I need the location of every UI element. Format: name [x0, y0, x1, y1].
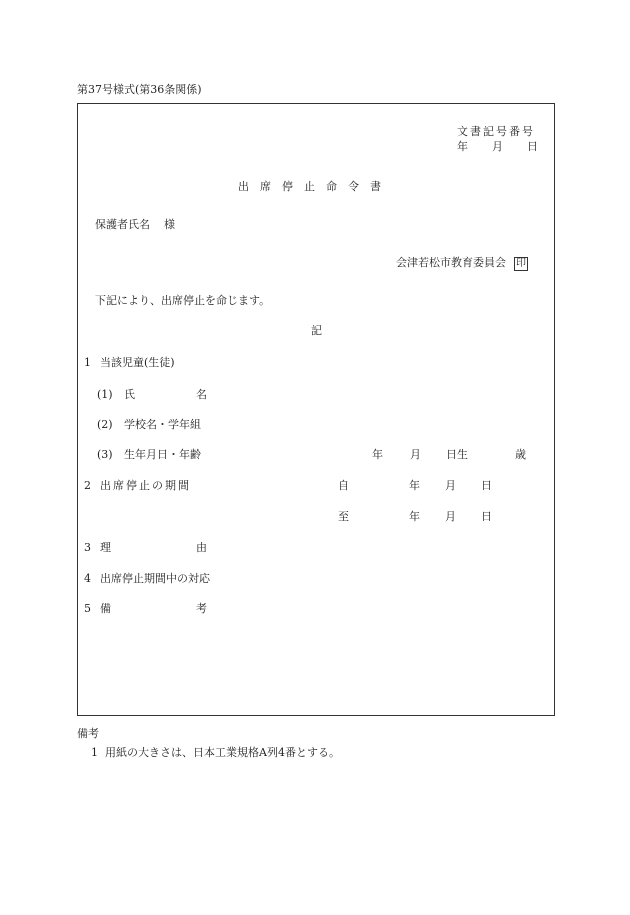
document-title: 出席停止命令書: [238, 180, 392, 193]
form-label: 第37号様式(第36条関係): [77, 83, 202, 96]
ki-heading: 記: [311, 324, 322, 337]
item-2-label: 出席停止の期間: [100, 479, 191, 492]
seal-mark: 印: [516, 258, 526, 269]
item-2-number: 2: [84, 479, 91, 492]
item-1-number: 1: [84, 356, 91, 369]
note-1-text: 用紙の大きさは、日本工業規格A列4番とする。: [105, 746, 340, 759]
item-3-number: 3: [84, 541, 91, 554]
note-1-number: 1: [91, 746, 98, 759]
issuer-name: 会津若松市教育委員会: [396, 256, 506, 269]
date-day: 日: [527, 140, 538, 153]
item-3-label-a: 理: [100, 541, 111, 554]
period-from-year: 年: [409, 479, 420, 492]
sub-3-number: (3): [97, 448, 113, 461]
birth-day: 日生: [446, 448, 468, 461]
guardian-line: [95, 219, 175, 230]
birth-year: 年: [372, 448, 383, 461]
date-month: 月: [492, 140, 503, 153]
sub-1-label-a: 氏: [124, 388, 135, 401]
period-from-month: 月: [445, 479, 456, 492]
guardian-suffix: 様: [164, 218, 175, 231]
item-4-label: 出席停止期間中の対応: [100, 572, 210, 585]
sub-2-label: 学校名・学年組: [124, 418, 201, 431]
date-header: [457, 141, 538, 152]
period-from: 自: [338, 479, 349, 492]
period-to-day: 日: [481, 510, 492, 523]
sub-2-number: (2): [97, 418, 113, 431]
item-1-label: 当該児童(生徒): [100, 356, 175, 369]
item-3-label-b: 由: [196, 541, 207, 554]
period-to-year: 年: [409, 510, 420, 523]
item-5-number: 5: [84, 602, 91, 615]
document-number-label: 文書記号番号: [457, 125, 535, 138]
item-4-number: 4: [84, 572, 91, 585]
intro-text: 下記により、出席停止を命じます。: [95, 294, 271, 307]
sub-3-label: 生年月日・年齢: [124, 448, 201, 461]
date-year: 年: [457, 140, 468, 153]
item-5-label-a: 備: [100, 602, 111, 615]
period-to: 至: [338, 510, 349, 523]
sub-1-number: (1): [97, 388, 113, 401]
birth-month: 月: [410, 448, 421, 461]
period-to-month: 月: [445, 510, 456, 523]
notes-heading: 備考: [77, 727, 99, 740]
guardian-label: 保護者氏名: [95, 218, 150, 231]
age-unit: 歳: [515, 448, 526, 461]
period-from-day: 日: [481, 479, 492, 492]
form-frame: [77, 103, 555, 716]
item-5-label-b: 考: [196, 602, 207, 615]
issuer-line: [396, 257, 528, 271]
sub-1-label-b: 名: [196, 388, 207, 401]
